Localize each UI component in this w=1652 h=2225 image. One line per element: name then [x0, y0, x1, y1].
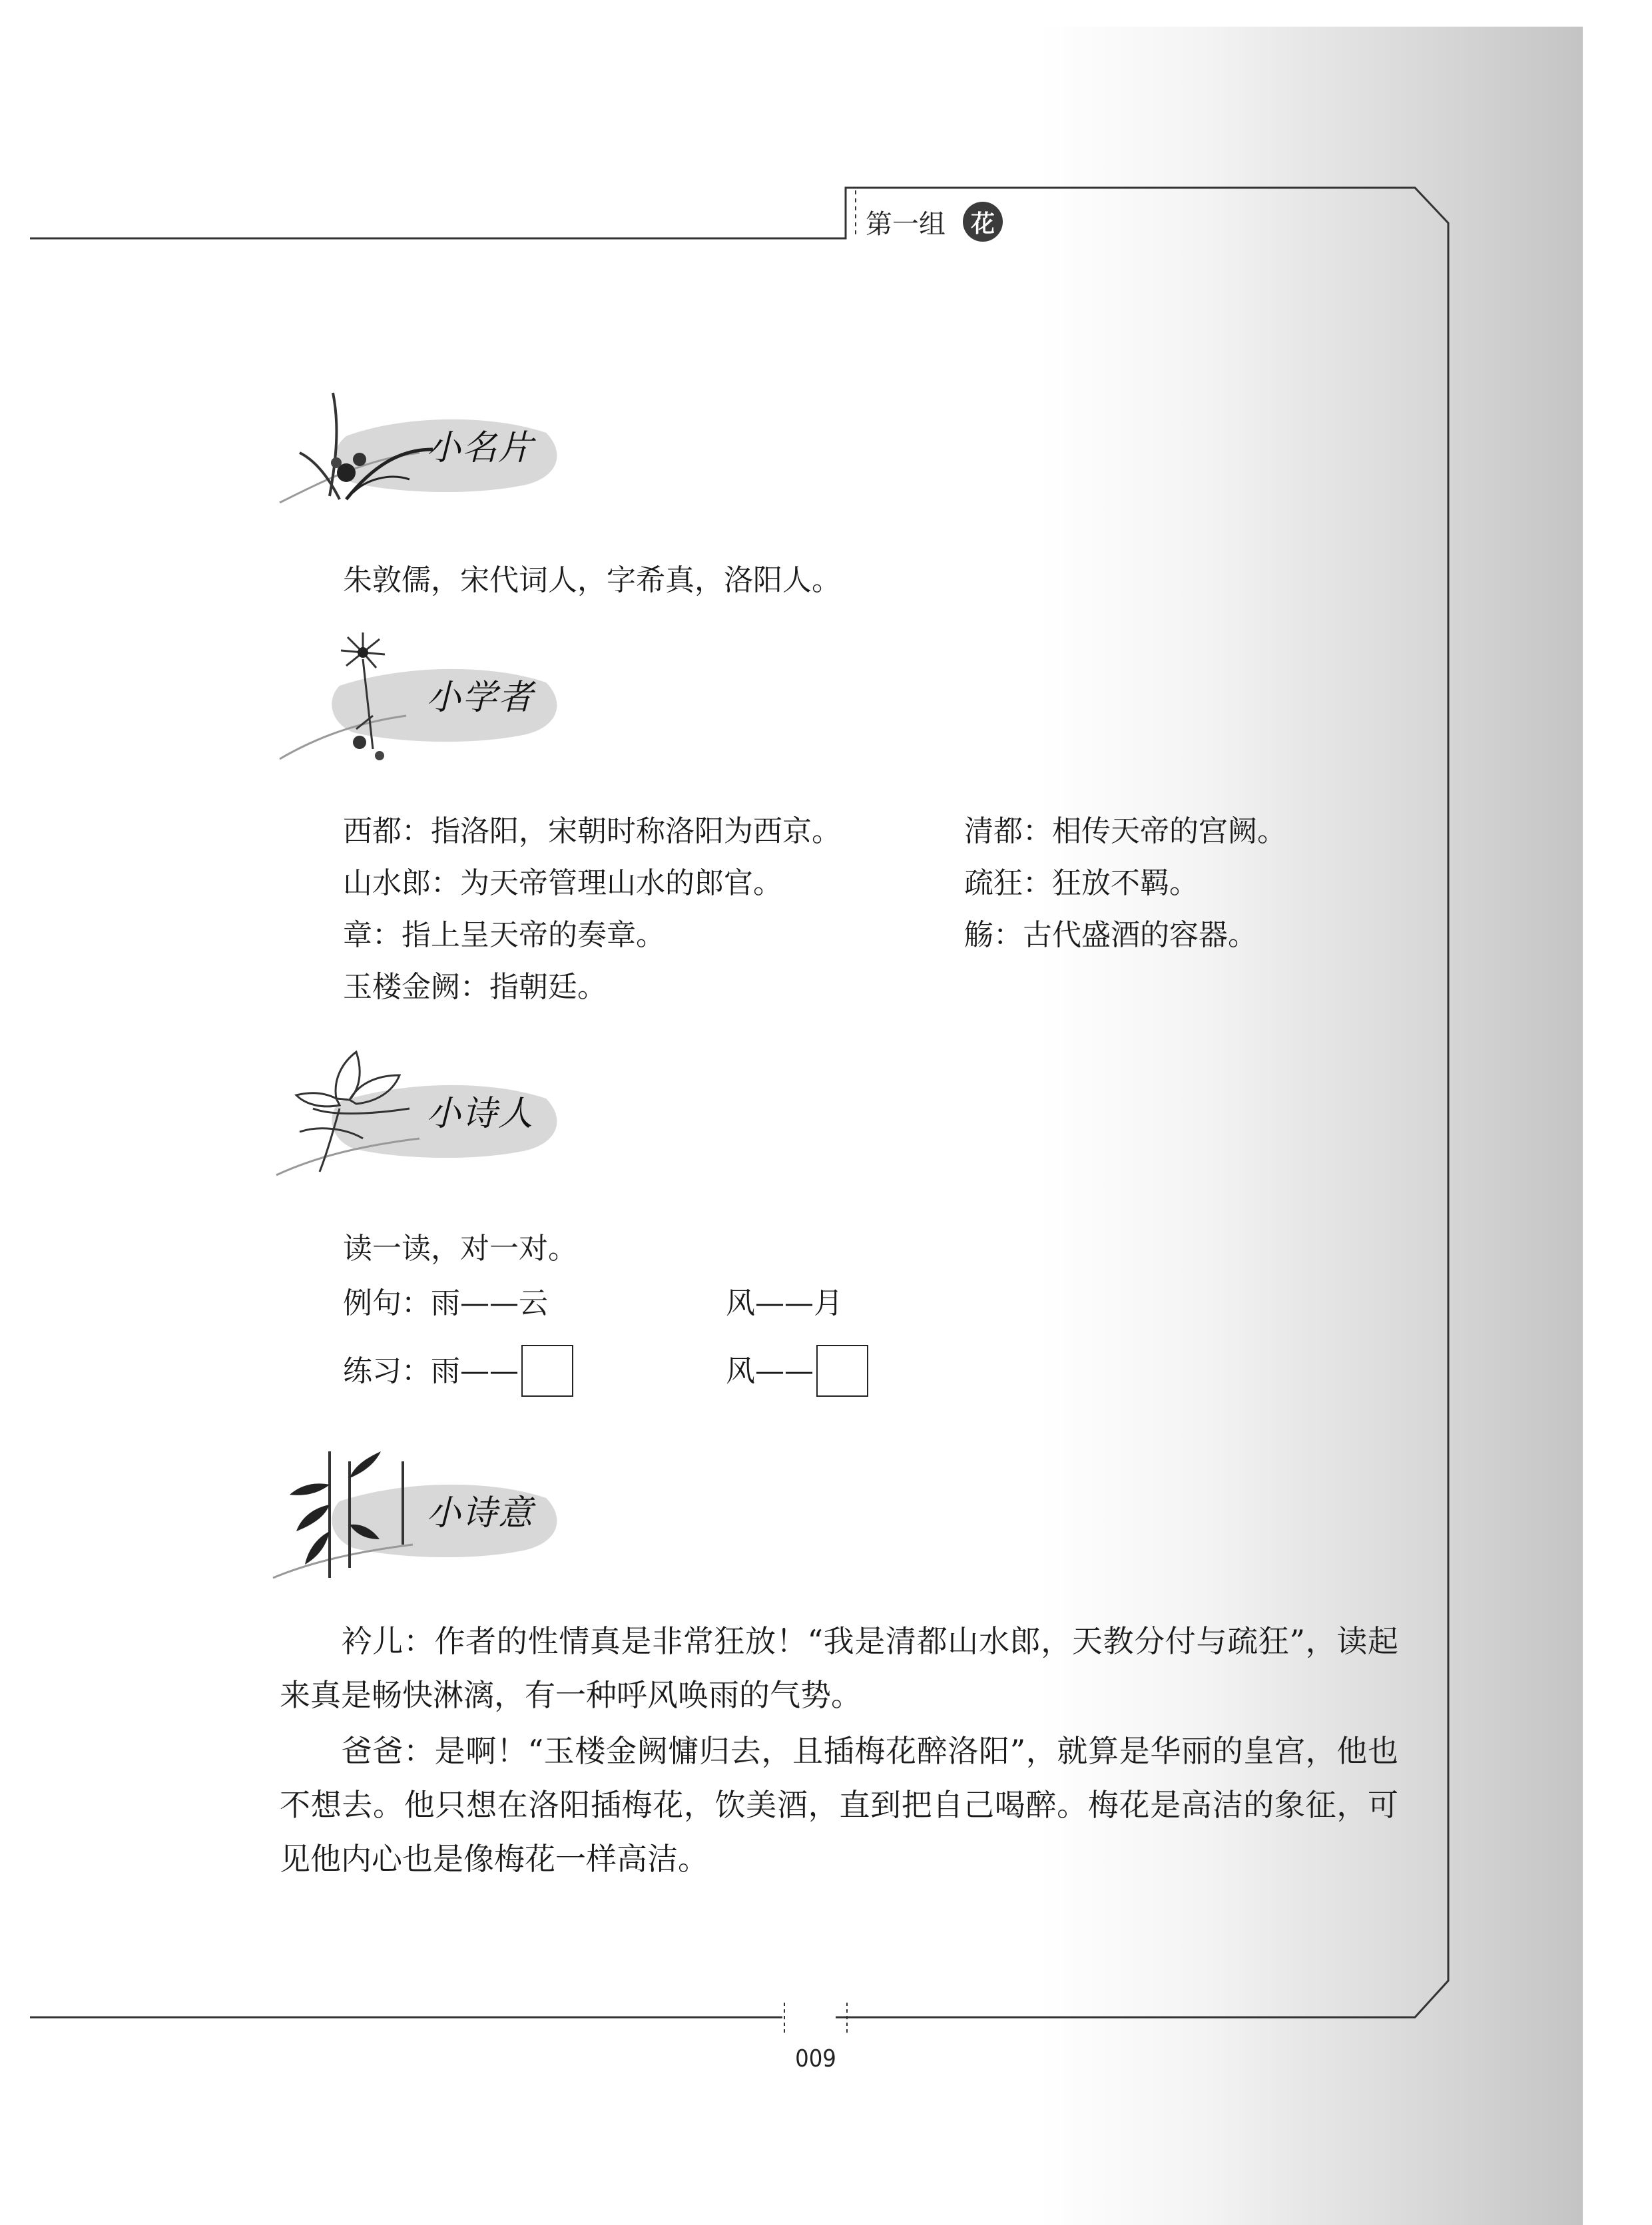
page-number: 009	[786, 2045, 846, 2073]
chapter-badge: 花	[963, 202, 1003, 242]
example-pair-1: 雨——云	[431, 1286, 548, 1320]
glossary-entry: 玉楼金阙：指朝廷。	[343, 970, 607, 1004]
glossary-entry: 章：指上呈天帝的奏章。	[343, 918, 665, 952]
chapter-header	[866, 198, 1003, 245]
exercise-instruction: 读一读，对一对。	[343, 1232, 577, 1266]
answer-box-2[interactable]	[816, 1345, 868, 1397]
practice-row	[343, 1345, 573, 1399]
glossary-entry: 清都：相传天帝的宫阙。	[964, 814, 1286, 848]
practice-row-2	[726, 1345, 868, 1399]
example-row	[343, 1277, 548, 1330]
practice-label: 练习：	[343, 1354, 431, 1388]
glossary-left-column	[343, 806, 841, 1013]
glossary-entry: 觞：古代盛酒的容器。	[964, 918, 1257, 952]
meaning-paragraph-text: 爸爸：是啊！“玉楼金阙慵归去，且插梅花醉洛阳”，就算是华丽的皇宫，他也不想去。他只想在洛阳插梅花，饮美酒，直到把自己喝醉。梅花是高洁的象征，可见他内心也是像梅花一样高洁。	[280, 1733, 1398, 1877]
section-heading-exercise	[266, 1045, 573, 1185]
glossary-entry: 西都：指洛阳，宋朝时称洛阳为西京。	[343, 814, 841, 848]
practice-pair-2: 风——	[726, 1354, 814, 1388]
glossary-right-column	[964, 806, 1286, 961]
chapter-label: 第一组	[866, 208, 946, 240]
meaning-paragraph	[280, 1724, 1398, 1886]
section-heading-glossary	[266, 629, 573, 769]
section-title: 小名片	[426, 428, 535, 468]
practice-pair-1: 雨——	[431, 1354, 519, 1388]
section-title: 小诗意	[426, 1493, 535, 1533]
example-label: 例句：	[343, 1286, 431, 1320]
meaning-paragraph-text: 衿儿：作者的性情真是非常狂放！“我是清都山水郎，天教分付与疏狂”，读起来真是畅快淋漓，有一种呼风唤雨的气势。	[280, 1623, 1398, 1713]
section-title: 小诗人	[426, 1094, 535, 1134]
meaning-paragraph	[280, 1614, 1398, 1722]
glossary-entry: 疏狂：狂放不羁。	[964, 866, 1199, 900]
answer-box-1[interactable]	[521, 1345, 573, 1397]
section-title: 小学者	[426, 678, 535, 718]
example-pair-2: 风——月	[726, 1286, 843, 1320]
section-heading-meaning	[266, 1445, 573, 1585]
glossary-entry: 山水郎：为天帝管理山水的郎官。	[343, 866, 782, 900]
section-heading-profile	[266, 379, 573, 519]
profile-text: 朱敦儒，宋代词人，字希真，洛阳人。	[343, 563, 841, 597]
